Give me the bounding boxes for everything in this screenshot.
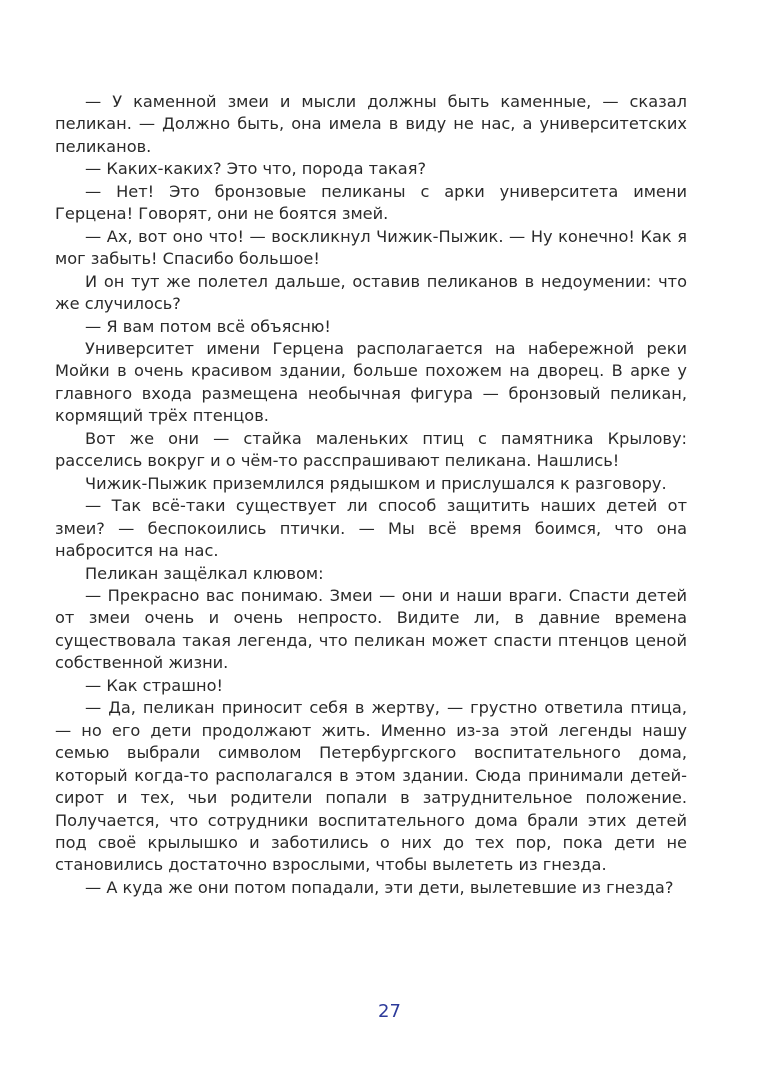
body-text bbox=[55, 91, 687, 899]
paragraph: — Каких-каких? Это что, порода такая? bbox=[85, 159, 427, 179]
paragraph: — Так всё-таки существует ли способ защитить наших детей от змеи? — беспокоились птички. — Мы всё время боимся, что она набросится на нас. bbox=[55, 496, 687, 561]
paragraph: И он тут же полетел дальше, оставив пеликанов в недоумении: что же случилось? bbox=[55, 271, 687, 314]
paragraph: — Как страшно! bbox=[85, 675, 223, 695]
page-number: 27 bbox=[378, 1001, 401, 1022]
paragraph: — А куда же они потом попадали, эти дети, вылетевшие из гнезда? bbox=[85, 877, 674, 897]
paragraph: — Ах, вот оно что! — воскликнул Чижик-Пыжик. — Ну конечно! Как я мог забыть! Спасибо большое! bbox=[55, 226, 687, 269]
paragraph: Пеликан защёлкал клювом: bbox=[85, 563, 324, 583]
paragraph: Вот же они — стайка маленьких птиц с памятника Крылову: расселись вокруг и о чём-то расспрашивают пеликана. Нашлись! bbox=[55, 428, 687, 471]
paragraph: — Прекрасно вас понимаю. Змеи — они и наши враги. Спасти детей от змеи очень и очень непросто. Видите ли, в давние времена существовала такая легенда, что пеликан может спасти птенцов ценой собственной жизни. bbox=[55, 585, 687, 673]
paragraph: — У каменной змеи и мысли должны быть каменные, — сказал пеликан. — Должно быть, она имела в виду не нас, а университетских пеликанов. bbox=[55, 92, 687, 156]
paragraph: — Да, пеликан приносит себя в жертву, — грустно ответила птица, — но его дети продолжают жить. Именно из-за этой легенды нашу семью выбрали символом Петербургского воспитательного дома, который когда-то располагался в этом здании. Сюда принимали детей-сирот и тех, чьи родители попали в затруднительное положение. Получается, что сотрудники воспитательного дома брали этих детей под своё крылышко и заботились о них до тех пор, пока дети не становились достаточно взрослыми, чтобы вылететь из гнезда. bbox=[55, 698, 687, 875]
paragraph: Университет имени Герцена располагается на набережной реки Мойки в очень красивом здании, больше похожем на дворец. В арке у главного входа размещена необычная фигура — бронзовый пеликан, кормящий трёх птенцов. bbox=[55, 338, 687, 426]
paragraph: — Я вам потом всё объясню! bbox=[85, 316, 331, 336]
paragraph: — Нет! Это бронзовые пеликаны с арки университета имени Герцена! Говорят, они не боятся змей. bbox=[55, 181, 687, 224]
paragraph: Чижик-Пыжик приземлился рядышком и прислушался к разговору. bbox=[85, 473, 667, 493]
